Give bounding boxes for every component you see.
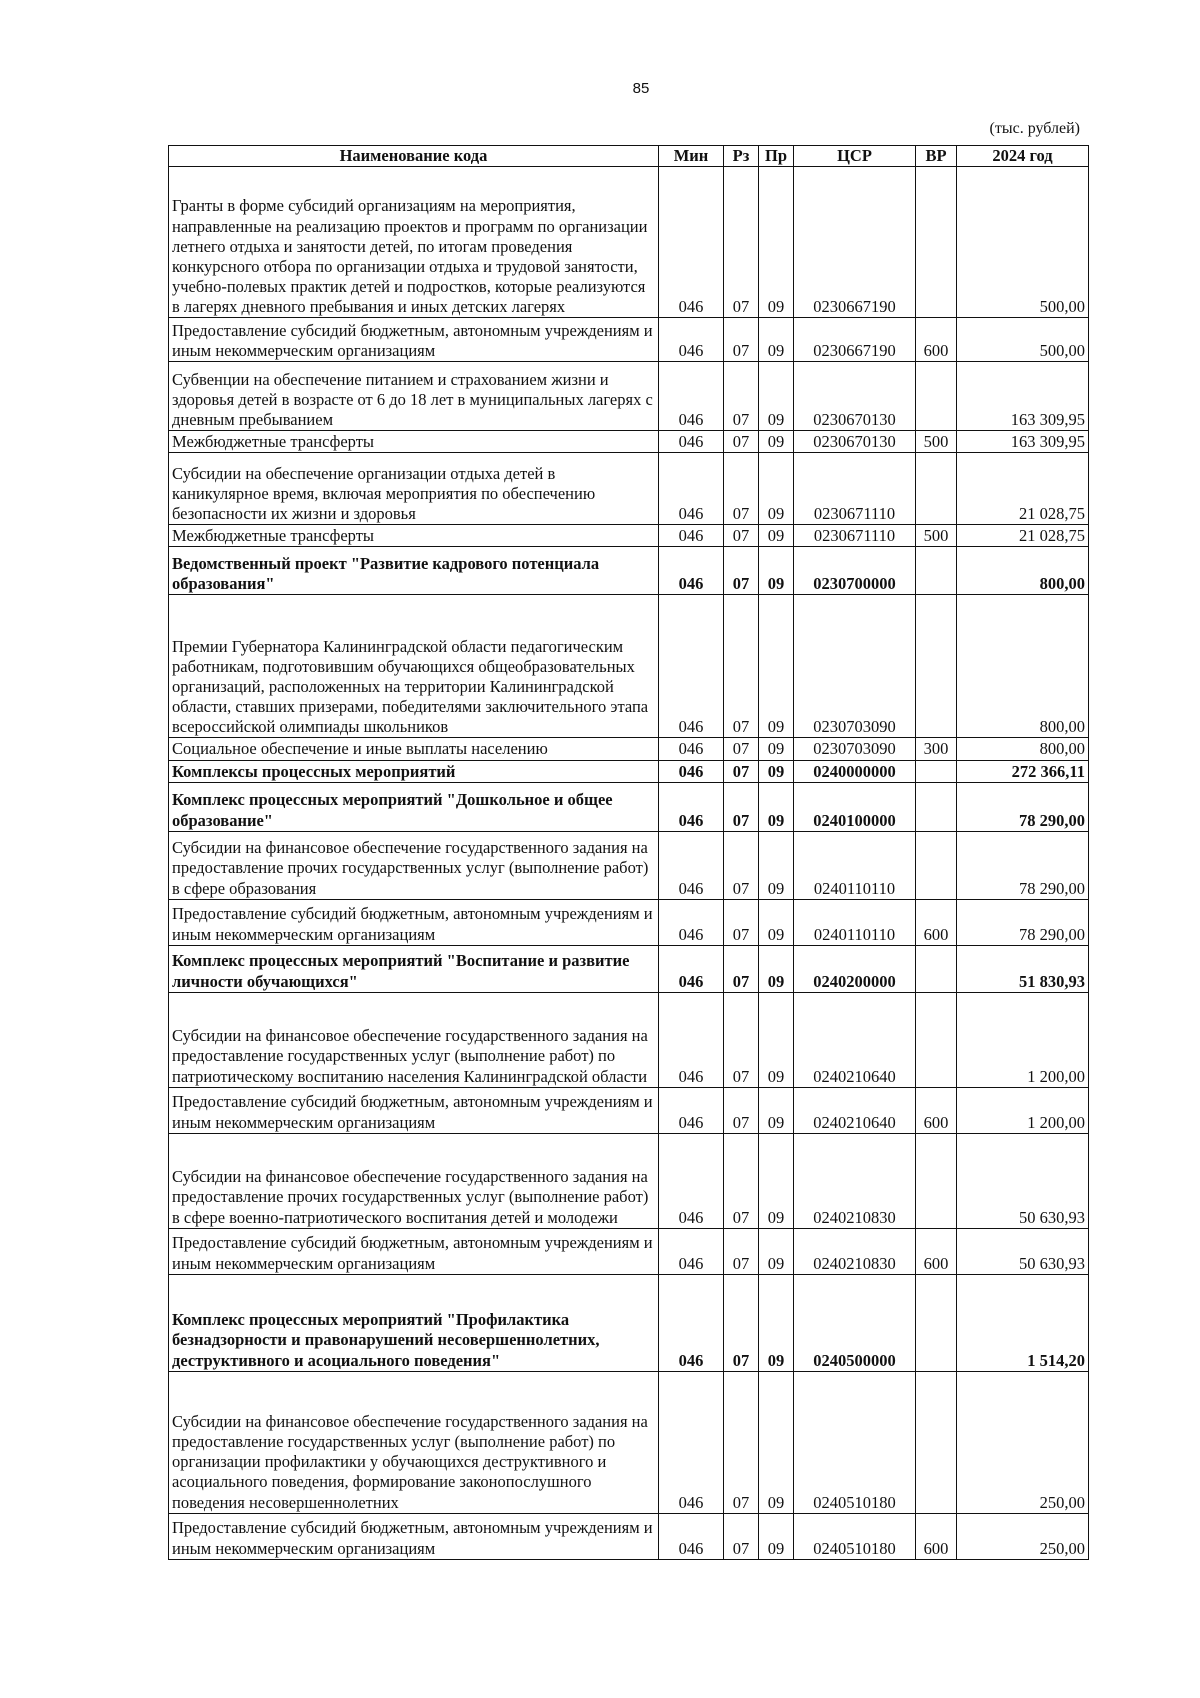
cell-min: 046 xyxy=(659,782,724,831)
cell-pr: 09 xyxy=(759,1274,794,1371)
cell-csr: 0230671110 xyxy=(794,525,916,547)
cell-pr: 09 xyxy=(759,1371,794,1513)
cell-pr: 09 xyxy=(759,1228,794,1274)
table-row xyxy=(169,1087,1089,1133)
header-name: Наименование кода xyxy=(169,146,659,167)
cell-csr: 0240500000 xyxy=(794,1274,916,1371)
cell-min: 046 xyxy=(659,547,724,595)
cell-vr: 300 xyxy=(916,738,957,760)
cell-sum: 250,00 xyxy=(957,1513,1089,1559)
table-row xyxy=(169,1371,1089,1513)
cell-min: 046 xyxy=(659,453,724,525)
cell-min: 046 xyxy=(659,431,724,453)
cell-vr: 600 xyxy=(916,1228,957,1274)
cell-sum: 250,00 xyxy=(957,1371,1089,1513)
cell-name: Комплекс процессных мероприятий "Дошкольное и общее образование" xyxy=(169,782,659,831)
cell-pr: 09 xyxy=(759,167,794,318)
cell-vr xyxy=(916,362,957,431)
cell-rz: 07 xyxy=(724,899,759,945)
cell-pr: 09 xyxy=(759,431,794,453)
cell-vr: 600 xyxy=(916,1513,957,1559)
cell-vr xyxy=(916,167,957,318)
cell-csr: 0240110110 xyxy=(794,899,916,945)
cell-min: 046 xyxy=(659,738,724,760)
cell-csr: 0240100000 xyxy=(794,782,916,831)
header-csr: ЦСР xyxy=(794,146,916,167)
cell-rz: 07 xyxy=(724,318,759,362)
cell-name: Субсидии на финансовое обеспечение государственного задания на предоставление государственных услуг (выполнение работ) по патриотическому воспитанию населения Калининградской области xyxy=(169,992,659,1087)
cell-vr xyxy=(916,1133,957,1228)
table-row xyxy=(169,431,1089,453)
cell-sum: 78 290,00 xyxy=(957,899,1089,945)
cell-name: Комплексы процессных мероприятий xyxy=(169,760,659,782)
table-row xyxy=(169,1513,1089,1559)
table-row xyxy=(169,595,1089,738)
cell-vr xyxy=(916,595,957,738)
cell-name: Комплекс процессных мероприятий "Профилактика безнадзорности и правонарушений несовершеннолетних, деструктивного и асоциального поведения" xyxy=(169,1274,659,1371)
cell-csr: 0240510180 xyxy=(794,1371,916,1513)
cell-csr: 0240000000 xyxy=(794,760,916,782)
cell-csr: 0230703090 xyxy=(794,595,916,738)
table-row xyxy=(169,318,1089,362)
cell-min: 046 xyxy=(659,831,724,899)
cell-csr: 0230670130 xyxy=(794,362,916,431)
cell-csr: 0230700000 xyxy=(794,547,916,595)
cell-rz: 07 xyxy=(724,595,759,738)
cell-csr: 0240110110 xyxy=(794,831,916,899)
cell-rz: 07 xyxy=(724,525,759,547)
table-row xyxy=(169,1228,1089,1274)
cell-csr: 0230667190 xyxy=(794,167,916,318)
cell-vr xyxy=(916,782,957,831)
table-row xyxy=(169,760,1089,782)
cell-csr: 0240510180 xyxy=(794,1513,916,1559)
table-row xyxy=(169,945,1089,992)
cell-pr: 09 xyxy=(759,525,794,547)
cell-vr: 500 xyxy=(916,525,957,547)
cell-min: 046 xyxy=(659,945,724,992)
cell-sum: 800,00 xyxy=(957,738,1089,760)
cell-sum: 1 514,20 xyxy=(957,1274,1089,1371)
cell-min: 046 xyxy=(659,318,724,362)
cell-rz: 07 xyxy=(724,760,759,782)
table-row xyxy=(169,362,1089,431)
cell-csr: 0230671110 xyxy=(794,453,916,525)
cell-name: Премии Губернатора Калининградской области педагогическим работникам, подготовившим обучающихся общеобразовательных организаций, расположенных на территории Калининградской области, ставших призерами, победителями заключительного этапа всероссийской олимпиады школьников xyxy=(169,595,659,738)
cell-name: Субвенции на обеспечение питанием и страхованием жизни и здоровья детей в возрасте от 6 до 18 лет в муниципальных лагерях с дневным пребыванием xyxy=(169,362,659,431)
cell-pr: 09 xyxy=(759,899,794,945)
cell-csr: 0240210640 xyxy=(794,1087,916,1133)
cell-min: 046 xyxy=(659,167,724,318)
header-year: 2024 год xyxy=(957,146,1089,167)
cell-min: 046 xyxy=(659,1274,724,1371)
cell-sum: 21 028,75 xyxy=(957,453,1089,525)
cell-vr xyxy=(916,945,957,992)
cell-pr: 09 xyxy=(759,453,794,525)
cell-pr: 09 xyxy=(759,738,794,760)
cell-sum: 500,00 xyxy=(957,167,1089,318)
cell-pr: 09 xyxy=(759,782,794,831)
table-row xyxy=(169,453,1089,525)
cell-vr xyxy=(916,760,957,782)
cell-vr xyxy=(916,1371,957,1513)
cell-pr: 09 xyxy=(759,1087,794,1133)
cell-csr: 0240210830 xyxy=(794,1133,916,1228)
cell-sum: 21 028,75 xyxy=(957,525,1089,547)
cell-csr: 0230667190 xyxy=(794,318,916,362)
table-row xyxy=(169,992,1089,1087)
cell-min: 046 xyxy=(659,1228,724,1274)
table-header-row xyxy=(169,146,1089,167)
cell-rz: 07 xyxy=(724,1133,759,1228)
cell-sum: 50 630,93 xyxy=(957,1133,1089,1228)
cell-rz: 07 xyxy=(724,782,759,831)
header-pr: Пр xyxy=(759,146,794,167)
cell-name: Субсидии на финансовое обеспечение государственного задания на предоставление государственных услуг (выполнение работ) по организации профилактики у обучающихся деструктивного и асоциального поведения, формирование законопослушного поведения несовершеннолетних xyxy=(169,1371,659,1513)
cell-name: Предоставление субсидий бюджетным, автономным учреждениям и иным некоммерческим организациям xyxy=(169,899,659,945)
cell-rz: 07 xyxy=(724,453,759,525)
header-vr: ВР xyxy=(916,146,957,167)
cell-name: Комплекс процессных мероприятий "Воспитание и развитие личности обучающихся" xyxy=(169,945,659,992)
table-row xyxy=(169,1133,1089,1228)
table-body xyxy=(169,167,1089,1560)
table-row xyxy=(169,167,1089,318)
cell-vr: 600 xyxy=(916,1087,957,1133)
cell-sum: 800,00 xyxy=(957,595,1089,738)
cell-min: 046 xyxy=(659,1513,724,1559)
cell-vr xyxy=(916,453,957,525)
cell-name: Предоставление субсидий бюджетным, автономным учреждениям и иным некоммерческим организациям xyxy=(169,1228,659,1274)
cell-min: 046 xyxy=(659,1133,724,1228)
cell-name: Социальное обеспечение и иные выплаты населению xyxy=(169,738,659,760)
cell-name: Ведомственный проект "Развитие кадрового потенциала образования" xyxy=(169,547,659,595)
cell-min: 046 xyxy=(659,362,724,431)
cell-sum: 78 290,00 xyxy=(957,782,1089,831)
cell-name: Предоставление субсидий бюджетным, автономным учреждениям и иным некоммерческим организациям xyxy=(169,1513,659,1559)
cell-pr: 09 xyxy=(759,992,794,1087)
cell-vr xyxy=(916,992,957,1087)
cell-vr xyxy=(916,1274,957,1371)
cell-rz: 07 xyxy=(724,1228,759,1274)
budget-table xyxy=(168,145,1089,1560)
table-row xyxy=(169,831,1089,899)
cell-rz: 07 xyxy=(724,992,759,1087)
cell-sum: 1 200,00 xyxy=(957,1087,1089,1133)
header-min: Мин xyxy=(659,146,724,167)
cell-rz: 07 xyxy=(724,831,759,899)
cell-rz: 07 xyxy=(724,1371,759,1513)
cell-pr: 09 xyxy=(759,318,794,362)
table-row xyxy=(169,525,1089,547)
cell-vr: 500 xyxy=(916,431,957,453)
cell-pr: 09 xyxy=(759,595,794,738)
cell-sum: 78 290,00 xyxy=(957,831,1089,899)
cell-vr xyxy=(916,547,957,595)
cell-rz: 07 xyxy=(724,1087,759,1133)
table-row xyxy=(169,738,1089,760)
cell-sum: 163 309,95 xyxy=(957,431,1089,453)
cell-rz: 07 xyxy=(724,167,759,318)
cell-pr: 09 xyxy=(759,1133,794,1228)
cell-min: 046 xyxy=(659,760,724,782)
cell-pr: 09 xyxy=(759,945,794,992)
cell-rz: 07 xyxy=(724,547,759,595)
cell-csr: 0240200000 xyxy=(794,945,916,992)
cell-name: Межбюджетные трансферты xyxy=(169,525,659,547)
cell-rz: 07 xyxy=(724,1513,759,1559)
cell-sum: 500,00 xyxy=(957,318,1089,362)
table-row xyxy=(169,1274,1089,1371)
header-rz: Рз xyxy=(724,146,759,167)
cell-vr: 600 xyxy=(916,899,957,945)
cell-rz: 07 xyxy=(724,362,759,431)
cell-sum: 51 830,93 xyxy=(957,945,1089,992)
cell-name: Субсидии на обеспечение организации отдыха детей в каникулярное время, включая мероприятия по обеспечению безопасности их жизни и здоровья xyxy=(169,453,659,525)
cell-csr: 0230703090 xyxy=(794,738,916,760)
cell-name: Субсидии на финансовое обеспечение государственного задания на предоставление прочих государственных услуг (выполнение работ) в сфере военно-патриотического воспитания детей и молодежи xyxy=(169,1133,659,1228)
cell-pr: 09 xyxy=(759,831,794,899)
cell-sum: 800,00 xyxy=(957,547,1089,595)
cell-name: Гранты в форме субсидий организациям на мероприятия, направленные на реализацию проектов и программ по организации летнего отдыха и занятости детей, по итогам проведения конкурсного отбора по организации отдыха и трудовой занятости, учебно-полевых практик детей и подростков, которые реализуются в лагерях дневного пребывания и иных детских лагерях xyxy=(169,167,659,318)
cell-min: 046 xyxy=(659,1087,724,1133)
cell-rz: 07 xyxy=(724,1274,759,1371)
cell-pr: 09 xyxy=(759,547,794,595)
table-row xyxy=(169,782,1089,831)
cell-pr: 09 xyxy=(759,1513,794,1559)
cell-name: Предоставление субсидий бюджетным, автономным учреждениям и иным некоммерческим организациям xyxy=(169,318,659,362)
units-label: (тыс. рублей) xyxy=(989,120,1080,137)
cell-sum: 1 200,00 xyxy=(957,992,1089,1087)
cell-csr: 0240210640 xyxy=(794,992,916,1087)
cell-min: 046 xyxy=(659,595,724,738)
cell-pr: 09 xyxy=(759,760,794,782)
table-row xyxy=(169,547,1089,595)
cell-vr xyxy=(916,831,957,899)
cell-name: Межбюджетные трансферты xyxy=(169,431,659,453)
cell-vr: 600 xyxy=(916,318,957,362)
cell-sum: 50 630,93 xyxy=(957,1228,1089,1274)
cell-rz: 07 xyxy=(724,738,759,760)
cell-min: 046 xyxy=(659,525,724,547)
cell-sum: 272 366,11 xyxy=(957,760,1089,782)
page-number: 85 xyxy=(632,80,650,97)
cell-rz: 07 xyxy=(724,431,759,453)
cell-name: Субсидии на финансовое обеспечение государственного задания на предоставление прочих государственных услуг (выполнение работ) в сфере образования xyxy=(169,831,659,899)
cell-csr: 0240210830 xyxy=(794,1228,916,1274)
cell-min: 046 xyxy=(659,1371,724,1513)
cell-min: 046 xyxy=(659,992,724,1087)
cell-sum: 163 309,95 xyxy=(957,362,1089,431)
table-row xyxy=(169,899,1089,945)
cell-name: Предоставление субсидий бюджетным, автономным учреждениям и иным некоммерческим организациям xyxy=(169,1087,659,1133)
cell-min: 046 xyxy=(659,899,724,945)
cell-csr: 0230670130 xyxy=(794,431,916,453)
cell-rz: 07 xyxy=(724,945,759,992)
cell-pr: 09 xyxy=(759,362,794,431)
